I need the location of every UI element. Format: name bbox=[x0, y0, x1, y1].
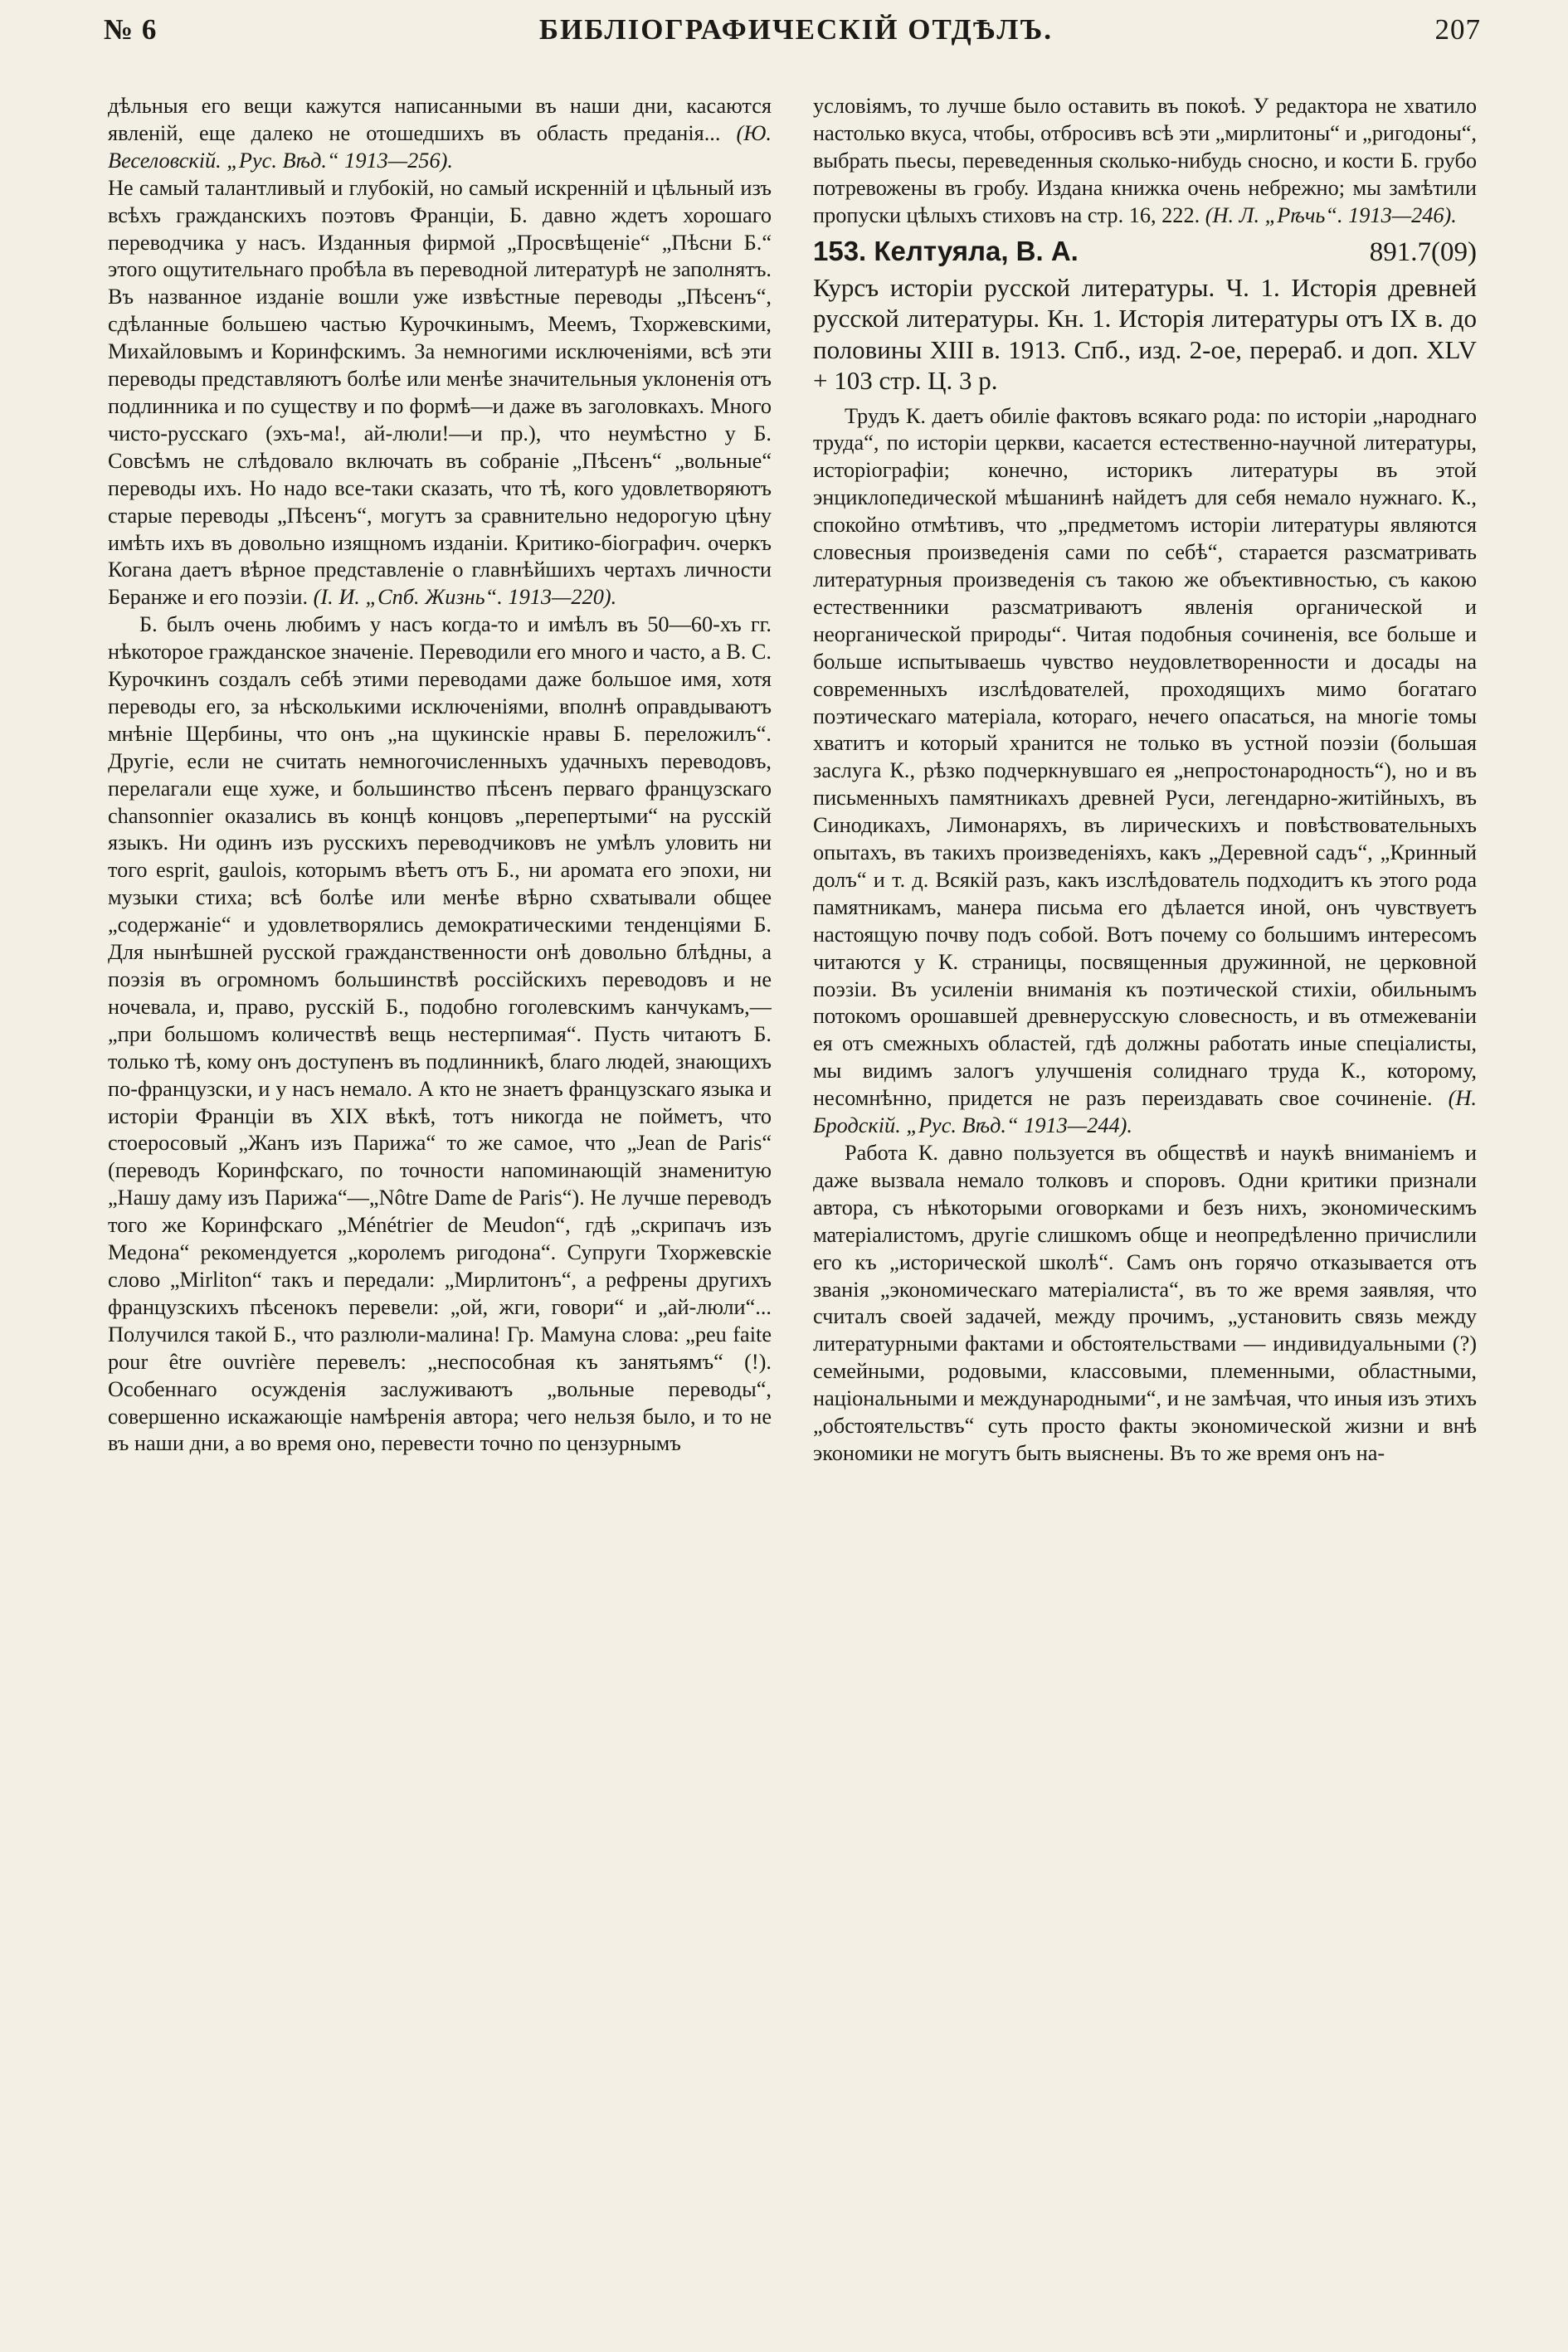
review-paragraph bbox=[108, 93, 772, 175]
review-text: Б. былъ очень любимъ у насъ когда-то и имѣлъ въ 50—60-хъ гг. нѣкоторое гражданское значеніе. Переводили его много и часто, а В. С. Курочкинъ создалъ себѣ этими переводами даже большое имя, хотя переводы его, за нѣсколькими исключеніями, вполнѣ оправдываютъ мнѣніе Щербины, что онъ „на щукинскіе нравы Б. переложилъ“. Другіе, если не считать немногочисленныхъ удачныхъ переводовъ, перелагали еще хуже, и большинство пѣсенъ перваго французскаго chansonnier оказались въ концѣ концовъ „перепертыми“ на русскій языкъ. Ни одинъ изъ русскихъ переводчиковъ не умѣлъ уловить ни того esprit, gaulois, которымъ вѣетъ отъ Б., ни аромата его эпохи, ни музыки стиха; всѣ болѣе или менѣе вѣрно схватывали общее „содержаніе“ и удовлетворялись демократическими тенденціями Б. Для нынѣшней русской гражданственности онѣ довольно блѣдны, а поэзія въ огромномъ большинствѣ россійскихъ переводовъ и не ночевала, и, право, русскій Б., подобно гоголевскимъ канчукамъ,—„при большомъ количествѣ вещь нестерпимая“. Пусть читаютъ Б. только тѣ, кому онъ доступенъ въ подлинникѣ, благо людей, знающихъ по-французски, и у насъ немало. А кто не знаетъ французскаго языка и исторіи Франціи въ XIX вѣкѣ, тотъ никогда не пойметъ, что стоеросовый „Жанъ изъ Парижа“ то же самое, что „Jean de Paris“ (переводъ Коринфскаго, по точности напоминающій знаменитую „Нашу даму изъ Парижа“—„Nôtre Dame de Paris“). Не лучше переводъ того же Коринфскаго „Ménétrier de Meudon“, гдѣ „скрипачъ изъ Медона“ рекомендуется „королемъ ригодона“. Супруги Тхоржевскіе слово „Mirliton“ такъ и передали: „Мирлитонъ“, а рефрены другихъ французскихъ пѣсенокъ перевели: „ой, жги, говори“ и „ай-люли“... Получился такой Б., что разлюли-малина! Гр. Мамуна слова: „peu faite pour être ouvrière перевелъ: „неспособная къ занятьямъ“ (!). Особеннаго осужденія заслуживаютъ „вольные переводы“, совершенно искажающіе намѣренія автора; чего нельзя было, и то не въ наши дни, а во время оно, перевести точно по цензурнымъ bbox=[108, 612, 772, 1456]
review-source: (Н. Бродскій. „Рус. Вѣд.“ 1913—244). bbox=[813, 1086, 1477, 1138]
left-column bbox=[108, 93, 772, 2319]
running-head bbox=[104, 12, 1481, 48]
review-paragraph bbox=[108, 175, 772, 612]
entry-heading bbox=[813, 235, 1477, 269]
issue-number: № 6 bbox=[104, 13, 158, 46]
review-paragraph bbox=[813, 1140, 1477, 1468]
entry-bibliographic-description: Курсъ исторіи русской литературы. Ч. 1. Исторія древней русской литературы. Кн. 1. Исторія литературы отъ IX в. до половины XIII в. 1913. Спб., изд. 2-ое, перераб. и доп. XLV + 103 стр. Ц. 3 р. bbox=[813, 272, 1477, 396]
right-column bbox=[813, 93, 1477, 2319]
review-paragraph bbox=[813, 403, 1477, 1140]
review-source: (Ю. Веселовскій. „Рус. Вѣд.“ 1913—256). bbox=[108, 120, 772, 173]
section-title: БИБЛIОГРАФИЧЕСКIЙ ОТДѢЛЪ. bbox=[538, 13, 1054, 46]
review-source: (Н. Л. „Рѣчь“. 1913—246). bbox=[1205, 202, 1457, 227]
review-source: (I. И. „Спб. Жизнь“. 1913—220). bbox=[313, 585, 617, 610]
review-text: условіямъ, то лучше было оставить въ покоѣ. У редактора не хватило настолько вкуса, чтобы, отбросивъ всѣ эти „мирлитоны“ и „ригодоны“, выбрать пьесы, переведенныя сколько-нибудь сносно, и кости Б. грубо потревожены въ гробу. Издана книжка очень небрежно; мы замѣтили пропуски цѣлыхъ стиховъ на стр. 16, 222. bbox=[813, 94, 1477, 227]
review-text: Трудъ К. даетъ обиліе фактовъ всякаго рода: по исторіи „народнаго труда“, по исторіи церкви, касается естественно-научной литературы, исторіографіи; конечно, историкъ литературы въ этой энциклопедической мѣшанинѣ найдетъ для себя немало нужнаго. К., спокойно отмѣтивъ, что „предметомъ исторіи литературы являются словесныя произведенія сами по себѣ“, старается разсматривать литературныя произведенія съ такою же объективностью, съ какою естественники разсматриваютъ явленія органической и неорганической природы“. Читая подобныя сочиненія, все больше и больше испытываешь чувство неудовлетворенности и досады на современныхъ изслѣдователей, проходящихъ мимо богатаго поэтическаго матеріала, котораго, нечего опасаться, на многіе томы хватитъ и который хранится не только въ устной поэзіи (большая заслуга К., рѣзко подчеркнувшаго ея „непростонародность“), но и въ письменныхъ памятникахъ древней Руси, легендарно-житійныхъ, въ Синодикахъ, Лимонаряхъ, въ лирическихъ и повѣствовательныхъ опытахъ, въ такихъ произведеніяхъ, какъ „Деревной садъ“, „Кринный долъ“ и т. д. Всякій разъ, какъ изслѣдователь подходитъ къ этого рода памятникамъ, манера письма его дѣлается иной, онъ чувствуетъ настоящую почву подъ собой. Вотъ почему со большимъ интересомъ читаются у К. страницы, посвященныя дружинной, не церковной поэзіи. Въ усиленіи вниманія къ поэтической стихіи, обильнымъ потокомъ орошавшей древнерусскую словесность, и въ отмежеваніи ея отъ смежныхъ областей, гдѣ должны работать иные спеціалисты, мы видимъ залогъ улучшенія солиднаго труда К., которому, несомнѣнно, придется не разъ переиздавать свое сочиненіе. bbox=[813, 403, 1477, 1111]
entry-number-author: 153. Келтуяла, В. А. bbox=[813, 235, 1079, 266]
review-text: Работа К. давно пользуется въ обществѣ и наукѣ вниманіемъ и даже вызвала немало толковъ и споровъ. Одни критики признали автора, съ нѣкоторыми оговорками и безъ нихъ, экономическимъ матеріалистомъ, другіе слишкомъ обще и неопредѣленно причислили его къ „исторической школѣ“. Самъ онъ горячо отказывается отъ званія „экономическаго матеріалиста“, въ то же время заявляя, что считалъ своей задачей, между прочимъ, „установить связь между литературными фактами и обстоятельствами — индивидуальными (?) семейными, родовыми, классовыми, племенными, областными, національными и международными“, и не замѣчая, что иныя изъ этихъ „обстоятельствъ“ суть просто факты экономической жизни и внѣ экономики не могутъ быть выяснены. Въ то же время онъ на- bbox=[813, 1141, 1477, 1465]
review-text: дѣльныя его вещи кажутся написанными въ наши дни, касаются явленій, еще далеко не отошедшихъ въ область преданія... bbox=[108, 94, 772, 145]
review-paragraph bbox=[813, 93, 1477, 230]
review-text: Не самый талантливый и глубокій, но самый искренній и цѣльный изъ всѣхъ гражданскихъ поэтовъ Франціи, Б. давно ждетъ хорошаго переводчика у насъ. Изданныя фирмой „Просвѣщеніе“ „Пѣсни Б.“ этого ощутительнаго пробѣла въ переводной литературѣ не заполнятъ. Въ названное изданіе вошли уже извѣстные переводы „Пѣсенъ“, сдѣланные большею частью Курочкинымъ, Меемъ, Тхоржевскими, Михайловымъ и Коринфскимъ. За немногими исключеніями, всѣ эти переводы представляютъ болѣе или менѣе значительныя уклоненія отъ подлинника и по существу и по формѣ—и даже въ заголовкахъ. Много чисто-русскаго (эхъ-ма!, ай-люли!—и пр.), что неумѣстно у Б. Совсѣмъ не слѣдовало включать въ собраніе „Пѣсенъ“ „вольные“ переводы ихъ. Но надо все-таки сказать, что тѣ, кого удовлетворяютъ старые переводы „Пѣсенъ“, могутъ за сравнительно недорогую цѣну имѣть ихъ въ довольно изящномъ изданіи. Критико-біографич. очеркъ Когана даетъ вѣрное представленіе о главнѣйшихъ чертахъ личности Беранже и его поэзіи. bbox=[108, 175, 772, 610]
entry-classification: 891.7(09) bbox=[1369, 236, 1477, 267]
page-number: 207 bbox=[1434, 13, 1481, 46]
review-paragraph bbox=[108, 611, 772, 1458]
